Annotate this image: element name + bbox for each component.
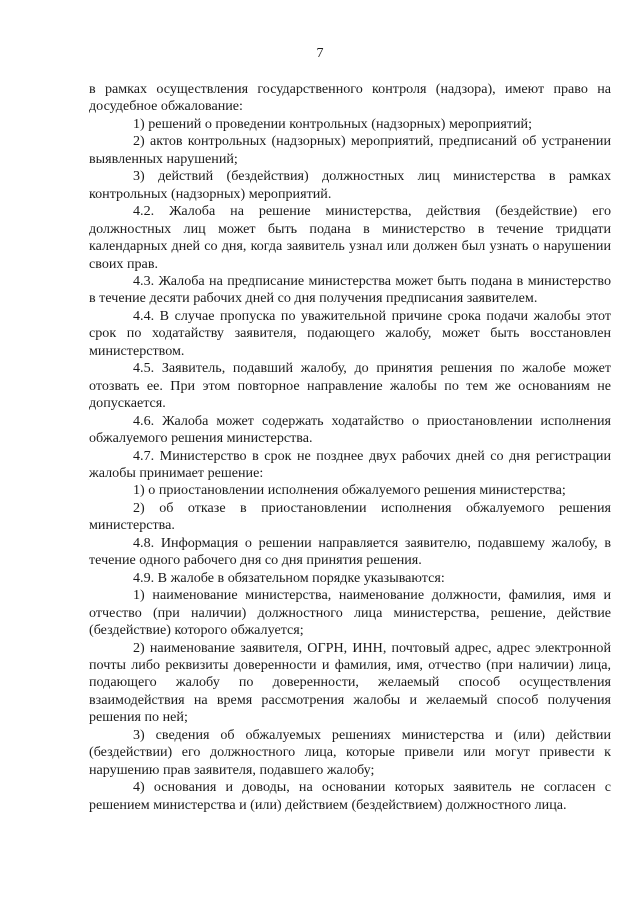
clause-4-4: 4.4. В случае пропуска по уважительной причине срока подачи жалобы этот срок по ходатайству заявителя, подающего жалобу, может быть восстановлен министерством. xyxy=(89,307,611,359)
clause-4-3: 4.3. Жалоба на предписание министерства может быть подана в министерство в течение десяти рабочих дней со дня получения предписания заявителем. xyxy=(89,272,611,307)
page-number: 7 xyxy=(316,46,324,61)
list-item-3-actions: 3) действий (бездействия) должностных лиц министерства в рамках контрольных (надзорных) мероприятий. xyxy=(89,168,611,202)
clause-4-9-item-3: 3) сведения об обжалуемых решениях министерства и (или) действии (бездействии) его должностного лица, которые привели или могут привести к нарушению прав заявителя, подавшего жалобу; xyxy=(89,726,611,778)
list-item-2-acts: 2) актов контрольных (надзорных) мероприятий, предписаний об устранении выявленных нарушений; xyxy=(89,133,611,167)
document-body xyxy=(89,81,611,814)
clause-4-5: 4.5. Заявитель, подавший жалобу, до принятия решения по жалобе может отозвать ее. При этом повторное направление жалобы по тем же основаниям не допускается. xyxy=(89,360,611,412)
clause-4-2: 4.2. Жалоба на решение министерства, действия (бездействие) его должностных лиц может быть подана в министерство в течение тридцати календарных дней со дня, когда заявитель узнал или должен был узнать о нарушении своих прав. xyxy=(89,203,611,272)
clause-4-7-item-1: 1) о приостановлении исполнения обжалуемого решения министерства; xyxy=(133,482,566,499)
clause-4-9: 4.9. В жалобе в обязательном порядке указываются: xyxy=(133,569,445,586)
list-item-1-decisions: 1) решений о проведении контрольных (надзорных) мероприятий; xyxy=(133,115,532,132)
clause-4-6: 4.6. Жалоба может содержать ходатайство о приостановлении исполнения обжалуемого решения министерства. xyxy=(89,412,611,447)
clause-4-9-item-4: 4) основания и доводы, на основании которых заявитель не согласен с решением министерства и (или) действием (бездействием) должностного лица. xyxy=(89,779,611,813)
clause-4-9-item-2: 2) наименование заявителя, ОГРН, ИНН, почтовый адрес, адрес электронной почты либо реквизиты доверенности и фамилия, имя, отчество (при наличии) лица, подающего жалобу по доверенности, желаемый способ осуществления взаимодействия на время рассмотрения жалобы и желаемый способ получения решения по ней; xyxy=(89,639,611,726)
clause-4-9-item-1: 1) наименование министерства, наименование должности, фамилия, имя и отчество (при наличии) должностного лица министерства, решение, действие (бездействие) которого обжалуется; xyxy=(89,587,611,639)
clause-4-7: 4.7. Министерство в срок не позднее двух рабочих дней со дня регистрации жалобы принимает решение: xyxy=(89,447,611,481)
clause-4-7-item-2: 2) об отказе в приостановлении исполнения обжалуемого решения министерства. xyxy=(89,499,611,534)
clause-4-8: 4.8. Информация о решении направляется заявителю, подавшему жалобу, в течение одного рабочего дня со дня принятия решения. xyxy=(89,534,611,569)
paragraph-continuation: в рамках осуществления государственного контроля (надзора), имеют право на досудебное обжалование: xyxy=(89,81,611,115)
